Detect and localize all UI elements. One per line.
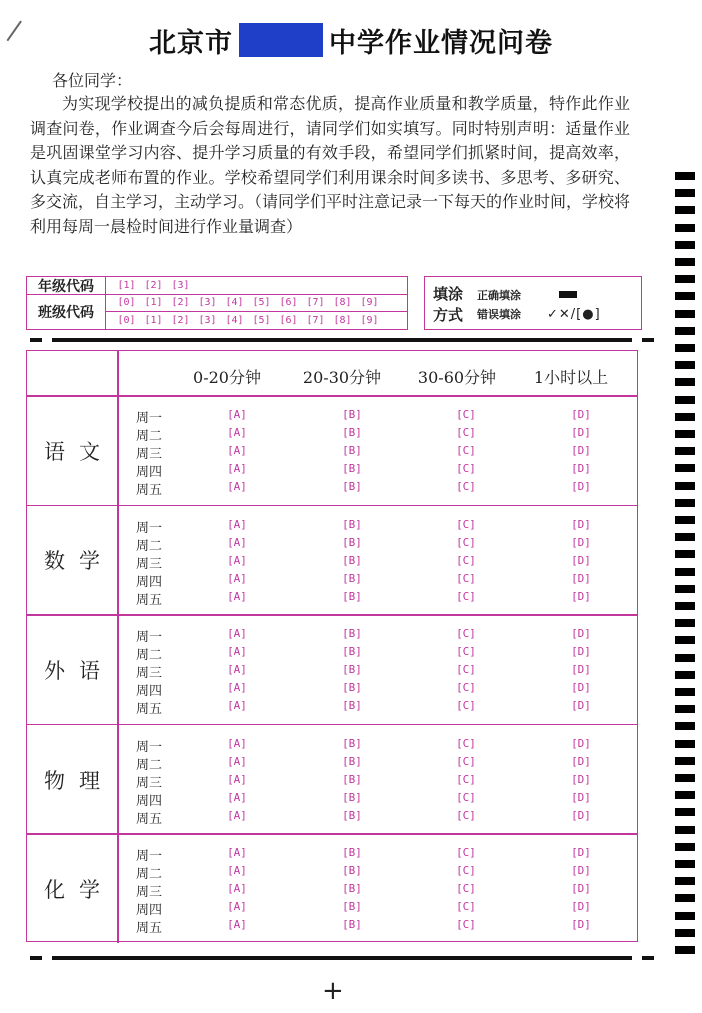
day-label: 周一 [135, 630, 162, 646]
day-label: 周四 [135, 793, 162, 809]
code-bubble[interactable]: [0] [117, 315, 136, 326]
answer-bubble[interactable]: [C] [456, 864, 476, 878]
answer-bubble[interactable]: [D] [571, 408, 591, 421]
intro-paragraph: 为实现学校提出的减负提质和常态优质，提高作业质量和教学质量，特作此作业调查问卷，作业调查今后会每周进行，请同学们如实填写。同时特别声明：适量作业是巩固课堂学习内容、提升学习质量的有效手段，希望同学们抓紧时间，提高效率，认真完成老师布置的作业。学校希望同学们利用课余时间多读书、多思考、多研究、多交流，自主学习，主动学习。（请同学们平时注意记录一下每天的作业时间，学校将利用每周一晨检时间进行作业量调查） [30, 94, 631, 236]
code-bubble[interactable]: [3] [198, 315, 217, 326]
answer-bubble[interactable]: [A] [227, 535, 247, 549]
day-label: 周四 [135, 465, 162, 480]
timing-mark [675, 843, 695, 851]
timing-mark [675, 619, 695, 627]
code-bubble[interactable]: [5] [252, 315, 271, 326]
answer-bubble[interactable]: [D] [571, 846, 591, 860]
subject-label: 语文 [44, 439, 114, 464]
answer-bubble[interactable]: [C] [456, 882, 476, 896]
timing-mark [675, 206, 695, 214]
code-bubble[interactable]: [4] [225, 315, 244, 326]
timing-mark [675, 860, 695, 868]
answer-bubble[interactable]: [D] [571, 772, 591, 786]
day-label: 周五 [135, 921, 162, 937]
answer-bubble[interactable]: [B] [342, 736, 362, 750]
answer-bubble[interactable]: [B] [342, 772, 362, 786]
day-label: 周一 [135, 849, 162, 865]
timing-mark [675, 894, 695, 902]
timing-mark [675, 310, 695, 318]
timing-mark [675, 705, 695, 713]
fill-method-label-top: 填涂 [433, 285, 464, 303]
answer-bubble[interactable]: [A] [227, 846, 247, 860]
answer-bubble[interactable]: [A] [227, 480, 247, 493]
code-bubble[interactable]: [8] [333, 315, 352, 326]
row-divider [27, 395, 637, 397]
answer-bubble[interactable]: [B] [342, 663, 362, 677]
timing-mark [675, 224, 695, 232]
alignment-mark [642, 956, 654, 960]
code-bubble[interactable]: [7] [306, 297, 325, 308]
answer-bubble[interactable]: [D] [571, 918, 591, 932]
grade-code-label: 年级代码 [27, 277, 106, 294]
answer-bubble[interactable]: [B] [342, 808, 362, 822]
answer-bubble[interactable]: [D] [571, 681, 591, 695]
row-divider [27, 505, 637, 507]
answer-bubble[interactable]: [C] [456, 846, 476, 860]
timing-mark [675, 791, 695, 799]
subject-label: 化学 [44, 878, 114, 903]
day-label: 周二 [135, 538, 162, 554]
answer-bubble[interactable]: [B] [342, 517, 362, 531]
answer-bubble[interactable]: [C] [456, 627, 476, 641]
answer-bubble[interactable]: [C] [456, 535, 476, 549]
subject-label: 物理 [44, 768, 114, 793]
timing-mark [675, 946, 695, 954]
answer-bubble[interactable]: [A] [227, 426, 247, 439]
wrong-fill-label: 错误填涂 [477, 308, 521, 321]
day-label: 周二 [135, 648, 162, 664]
answer-bubble[interactable]: [A] [227, 517, 247, 531]
timing-mark [675, 241, 695, 249]
fill-method-box [424, 276, 642, 330]
timing-mark [675, 826, 695, 834]
answer-bubble[interactable]: [D] [571, 790, 591, 804]
day-label: 周一 [135, 739, 162, 755]
answer-bubble[interactable]: [A] [227, 681, 247, 695]
code-bubble[interactable]: [1] [117, 280, 136, 291]
timing-mark [675, 172, 695, 180]
subject-divider [117, 724, 119, 834]
answer-bubble[interactable]: [B] [342, 882, 362, 896]
page-title [0, 18, 702, 62]
answer-bubble[interactable]: [C] [456, 408, 476, 421]
timing-mark [675, 430, 695, 438]
answer-bubble[interactable]: [B] [342, 444, 362, 457]
answer-bubble[interactable]: [D] [571, 699, 591, 713]
answer-bubble[interactable]: [A] [227, 864, 247, 878]
alignment-mark [30, 956, 42, 960]
day-label: 周五 [135, 811, 162, 827]
answer-bubble[interactable]: [B] [342, 480, 362, 493]
answer-bubble[interactable]: [A] [227, 772, 247, 786]
timing-mark [675, 292, 695, 300]
timing-mark [675, 877, 695, 885]
answer-bubble[interactable]: [A] [227, 627, 247, 641]
answer-bubble[interactable]: [B] [342, 790, 362, 804]
subject-divider [117, 833, 119, 943]
answer-bubble[interactable]: [A] [227, 589, 247, 603]
column-header: 30-60分钟 [417, 368, 497, 387]
code-bubble[interactable]: [2] [171, 297, 190, 308]
answer-bubble[interactable]: [C] [456, 918, 476, 932]
timing-mark [675, 327, 695, 335]
fill-method-label-bottom: 方式 [433, 306, 464, 324]
answer-bubble[interactable]: [B] [342, 699, 362, 713]
answer-bubble[interactable]: [D] [571, 571, 591, 585]
answer-bubble[interactable]: [C] [456, 790, 476, 804]
answer-bubble[interactable]: [A] [227, 754, 247, 768]
answer-bubble[interactable]: [A] [227, 699, 247, 713]
timing-mark [675, 516, 695, 524]
timing-mark [675, 499, 695, 507]
answer-bubble[interactable]: [C] [456, 681, 476, 695]
column-header: 1小时以上 [533, 368, 609, 387]
timing-mark [675, 654, 695, 662]
code-bubble[interactable]: [2] [144, 280, 163, 291]
code-bubble[interactable]: [9] [360, 315, 379, 326]
timing-mark [675, 671, 695, 679]
greeting: 各位同学： [52, 71, 133, 90]
timing-mark [675, 912, 695, 920]
timing-mark [675, 361, 695, 369]
code-bubble[interactable]: [3] [198, 297, 217, 308]
answer-bubble[interactable]: [C] [456, 663, 476, 677]
answer-bubble[interactable]: [B] [342, 754, 362, 768]
timing-mark [675, 344, 695, 352]
answer-bubble[interactable]: [C] [456, 900, 476, 914]
answer-bubble[interactable]: [D] [571, 754, 591, 768]
answer-bubble[interactable]: [C] [456, 808, 476, 822]
answer-bubble[interactable]: [A] [227, 790, 247, 804]
answer-bubble[interactable]: [A] [227, 918, 247, 932]
timing-mark [675, 636, 695, 644]
day-label: 周一 [135, 520, 162, 536]
column-header: 0-20分钟 [193, 368, 261, 387]
answer-bubble[interactable]: [B] [342, 900, 362, 914]
answer-bubble[interactable]: [A] [227, 663, 247, 677]
answer-bubble[interactable]: [C] [456, 754, 476, 768]
day-label: 周四 [135, 684, 162, 700]
answer-bubble[interactable]: [D] [571, 864, 591, 878]
answer-bubble[interactable]: [A] [227, 882, 247, 896]
answer-bubble[interactable]: [C] [456, 517, 476, 531]
timing-mark [675, 550, 695, 558]
answer-bubble[interactable]: [B] [342, 462, 362, 475]
timing-mark [675, 929, 695, 937]
day-label: 周二 [135, 867, 162, 883]
answer-bubble[interactable]: [A] [227, 645, 247, 659]
alignment-mark [30, 338, 42, 342]
answer-bubble[interactable]: [B] [342, 627, 362, 641]
code-bubble[interactable]: [6] [279, 315, 298, 326]
timing-mark [675, 533, 695, 541]
code-bubble[interactable]: [1] [144, 315, 163, 326]
header-divider [117, 351, 119, 395]
code-bubble[interactable]: [4] [225, 297, 244, 308]
timing-mark [675, 757, 695, 765]
timing-mark [675, 774, 695, 782]
divider-rule [52, 956, 632, 960]
day-label: 周三 [135, 666, 162, 682]
code-bubble[interactable]: [3] [171, 280, 190, 291]
answer-bubble[interactable]: [C] [456, 444, 476, 457]
answer-bubble[interactable]: [A] [227, 408, 247, 421]
code-bubble[interactable]: [0] [117, 297, 136, 308]
row-divider [27, 724, 637, 726]
answer-bubble[interactable]: [D] [571, 589, 591, 603]
code-bubble[interactable]: [7] [306, 315, 325, 326]
answer-bubble[interactable]: [C] [456, 462, 476, 475]
timing-mark [675, 275, 695, 283]
day-label: 周五 [135, 483, 162, 498]
timing-mark [675, 722, 695, 730]
code-bubble[interactable]: [6] [279, 297, 298, 308]
answer-bubble[interactable]: [D] [571, 553, 591, 567]
answer-bubble[interactable]: [B] [342, 864, 362, 878]
day-label: 周四 [135, 574, 162, 590]
answer-bubble[interactable]: [B] [342, 918, 362, 932]
answer-bubble[interactable]: [D] [571, 426, 591, 439]
answer-bubble[interactable]: [D] [571, 645, 591, 659]
answer-bubble[interactable]: [B] [342, 571, 362, 585]
answer-bubble[interactable]: [C] [456, 480, 476, 493]
subject-label: 数学 [44, 549, 114, 574]
wrong-fill-marks: ✓✕/[●] [547, 307, 601, 322]
column-header: 20-30分钟 [302, 368, 382, 387]
answer-bubble[interactable]: [C] [456, 426, 476, 439]
timing-mark [675, 568, 695, 576]
class-code-bubbles-ones [113, 312, 383, 329]
answer-bubble[interactable]: [C] [456, 699, 476, 713]
answer-bubble[interactable]: [A] [227, 900, 247, 914]
timing-mark [675, 464, 695, 472]
day-label: 周三 [135, 556, 162, 572]
answer-bubble[interactable]: [B] [342, 589, 362, 603]
correct-fill-label: 正确填涂 [477, 289, 521, 302]
class-code-bubbles-tens [113, 294, 383, 311]
subject-label: 外语 [44, 659, 114, 683]
timing-mark [675, 585, 695, 593]
subject-divider [117, 614, 119, 724]
registration-mark: + [322, 976, 344, 1006]
answer-bubble[interactable]: [D] [571, 462, 591, 475]
answer-bubble[interactable]: [C] [456, 571, 476, 585]
answer-bubble[interactable]: [D] [571, 535, 591, 549]
answer-bubble[interactable]: [B] [342, 426, 362, 439]
timing-mark [675, 688, 695, 696]
row-divider [27, 614, 637, 616]
day-label: 周五 [135, 592, 162, 608]
answer-bubble[interactable]: [B] [342, 408, 362, 421]
class-code-label: 班级代码 [27, 294, 106, 329]
timing-mark [675, 447, 695, 455]
grade-code-bubbles [113, 277, 194, 294]
timing-mark [675, 378, 695, 386]
code-entry-box [26, 276, 408, 330]
answer-bubble[interactable]: [B] [342, 535, 362, 549]
code-bubble[interactable]: [2] [171, 315, 190, 326]
timing-mark [675, 808, 695, 816]
day-label: 周五 [135, 702, 162, 718]
day-label: 周四 [135, 903, 162, 919]
answer-bubble[interactable]: [C] [456, 645, 476, 659]
timing-mark [675, 413, 695, 421]
code-bubble[interactable]: [9] [360, 297, 379, 308]
answer-bubble[interactable]: [B] [342, 553, 362, 567]
title-rest: 中学作业情况问卷 [329, 27, 553, 59]
day-label: 周二 [135, 429, 162, 444]
answer-bubble[interactable]: [D] [571, 736, 591, 750]
timing-mark [675, 396, 695, 404]
row-divider [27, 833, 637, 835]
answer-bubble[interactable]: [B] [342, 645, 362, 659]
answer-bubble[interactable]: [A] [227, 736, 247, 750]
day-label: 周三 [135, 775, 162, 791]
alignment-mark [642, 338, 654, 342]
answer-bubble[interactable]: [A] [227, 462, 247, 475]
timing-mark [675, 740, 695, 748]
answer-bubble[interactable]: [D] [571, 480, 591, 493]
answer-bubble[interactable]: [A] [227, 444, 247, 457]
answer-bubble[interactable]: [D] [571, 517, 591, 531]
timing-mark [675, 258, 695, 266]
answer-bubble[interactable]: [A] [227, 553, 247, 567]
answer-bubble[interactable]: [D] [571, 882, 591, 896]
day-label: 周三 [135, 885, 162, 901]
answer-table [26, 350, 638, 942]
answer-bubble[interactable]: [B] [342, 846, 362, 860]
title-city: 北京市 [149, 27, 233, 59]
code-bubble[interactable]: [1] [144, 297, 163, 308]
answer-bubble[interactable]: [D] [571, 900, 591, 914]
subject-divider [117, 395, 119, 505]
answer-bubble[interactable]: [B] [342, 681, 362, 695]
divider-rule [52, 338, 632, 342]
answer-bubble[interactable]: [D] [571, 444, 591, 457]
correct-fill-mark [559, 291, 577, 298]
code-bubble[interactable]: [5] [252, 297, 271, 308]
answer-bubble[interactable]: [D] [571, 663, 591, 677]
answer-bubble[interactable]: [C] [456, 589, 476, 603]
day-label: 周二 [135, 757, 162, 773]
timing-mark [675, 482, 695, 490]
day-label: 周一 [135, 411, 162, 426]
timing-mark [675, 189, 695, 197]
code-bubble[interactable]: [8] [333, 297, 352, 308]
answer-bubble[interactable]: [A] [227, 808, 247, 822]
answer-bubble[interactable]: [A] [227, 571, 247, 585]
answer-bubble[interactable]: [C] [456, 772, 476, 786]
subject-divider [117, 505, 119, 615]
timing-mark [675, 602, 695, 610]
answer-bubble[interactable]: [C] [456, 736, 476, 750]
redacted-school-name [239, 23, 323, 57]
answer-bubble[interactable]: [D] [571, 627, 591, 641]
day-label: 周三 [135, 447, 162, 462]
answer-bubble[interactable]: [C] [456, 553, 476, 567]
answer-bubble[interactable]: [D] [571, 808, 591, 822]
